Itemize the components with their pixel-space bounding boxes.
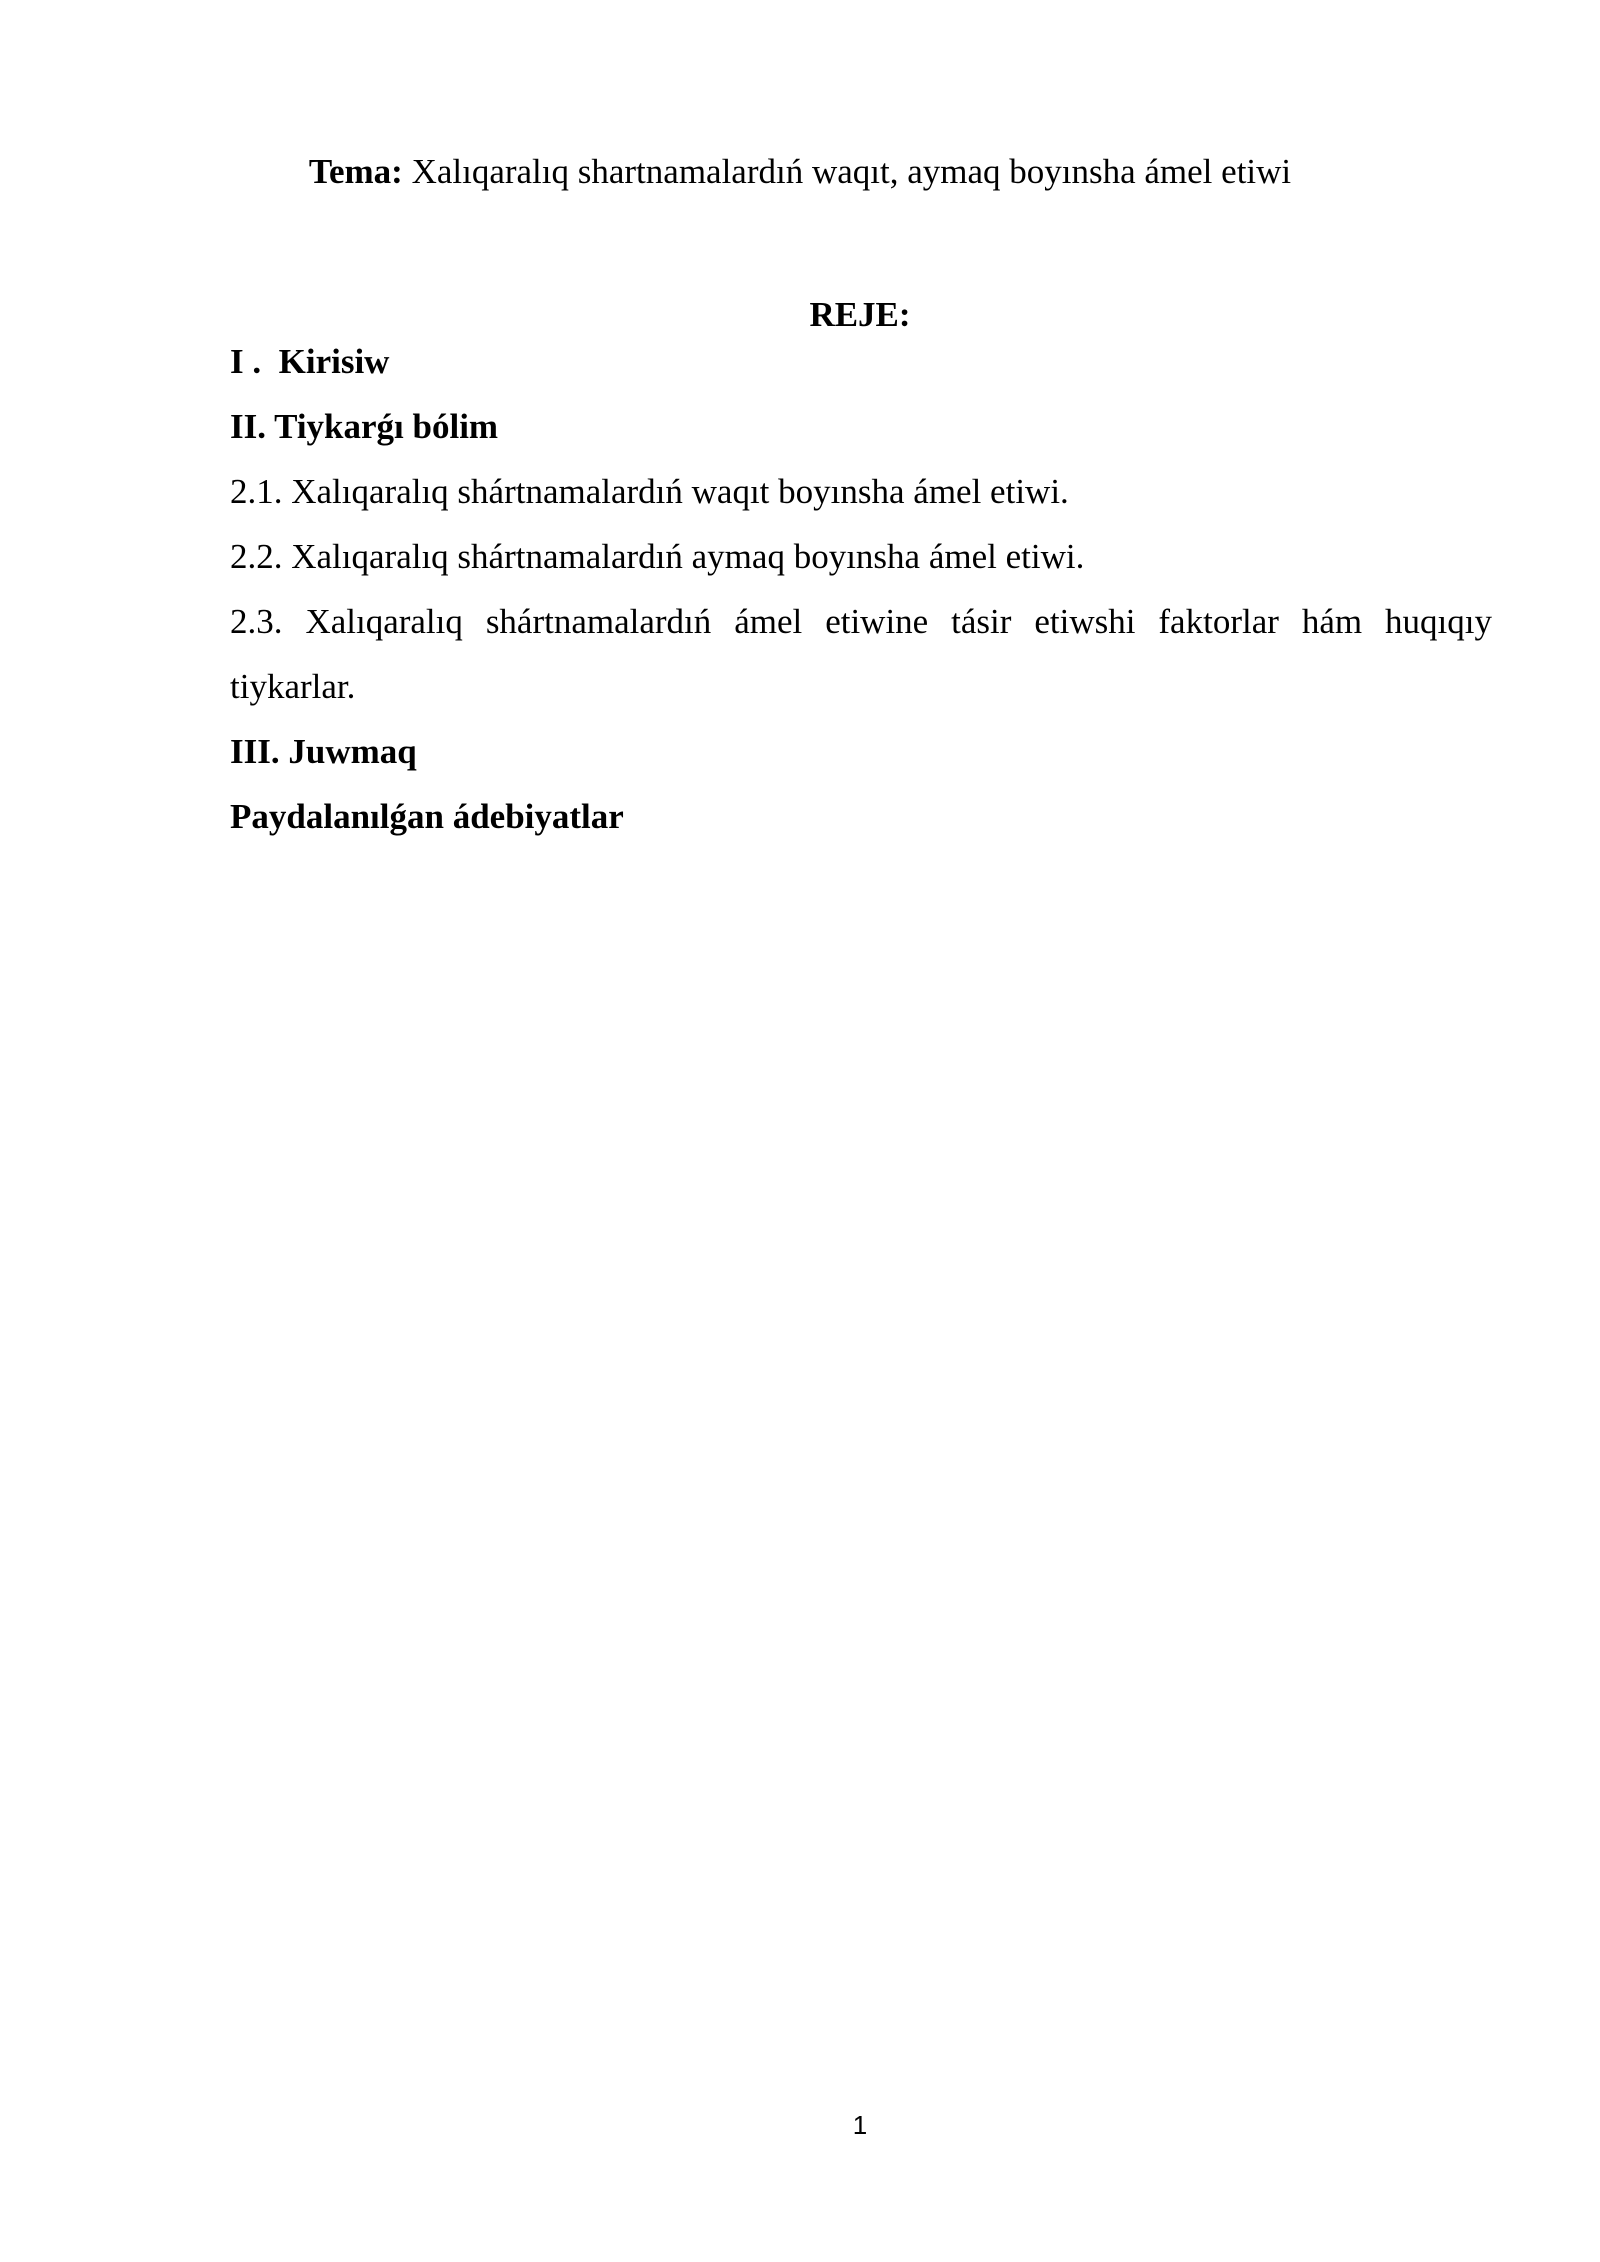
plan-item-2-3-word: Xalıqaralıq xyxy=(305,602,463,641)
plan-list xyxy=(230,340,1492,860)
plan-item-intro: I . Kirisiw xyxy=(230,342,390,381)
plan-item-2-3-word: etiwine xyxy=(825,602,929,641)
plan-item-2-3-word: huqıqıy xyxy=(1385,602,1492,641)
plan-item-conclusion: III. Juwmaq xyxy=(230,732,417,771)
topic-text: Xalıqaralıq shartnamalardıń waqıt, aymaq boyınsha ámel etiwi xyxy=(411,152,1292,191)
plan-item-2-3-word: tásir xyxy=(951,602,1012,641)
topic-label: Tema: xyxy=(308,152,403,191)
plan-item-2-3-word: shártnamalardıń xyxy=(485,602,712,641)
plan-item-2-3-word: ámel xyxy=(734,602,803,641)
plan-item-2-1: 2.1. Xalıqaralıq shártnamalardıń waqıt boyınsha ámel etiwi. xyxy=(230,472,1069,511)
plan-item-2-3 xyxy=(230,600,1492,665)
plan-item-2-3-continuation: tiykarlar. xyxy=(230,667,356,706)
plan-item-2-3-word: hám xyxy=(1301,602,1363,641)
plan-item-references: Paydalanılǵan ádebiyatlar xyxy=(230,797,624,836)
plan-item-main-part: II. Tiykarǵı bólim xyxy=(230,407,499,446)
topic-line xyxy=(0,150,1600,194)
plan-item-2-3-word: faktorlar xyxy=(1158,602,1279,641)
plan-item-2-3-word: etiwshi xyxy=(1034,602,1136,641)
plan-item-2-3-word: 2.3. xyxy=(230,602,283,641)
plan-item-2-2: 2.2. Xalıqaralıq shártnamalardıń aymaq boyınsha ámel etiwi. xyxy=(230,537,1085,576)
page-number: 1 xyxy=(852,2110,868,2140)
plan-heading: REJE: xyxy=(809,295,911,334)
